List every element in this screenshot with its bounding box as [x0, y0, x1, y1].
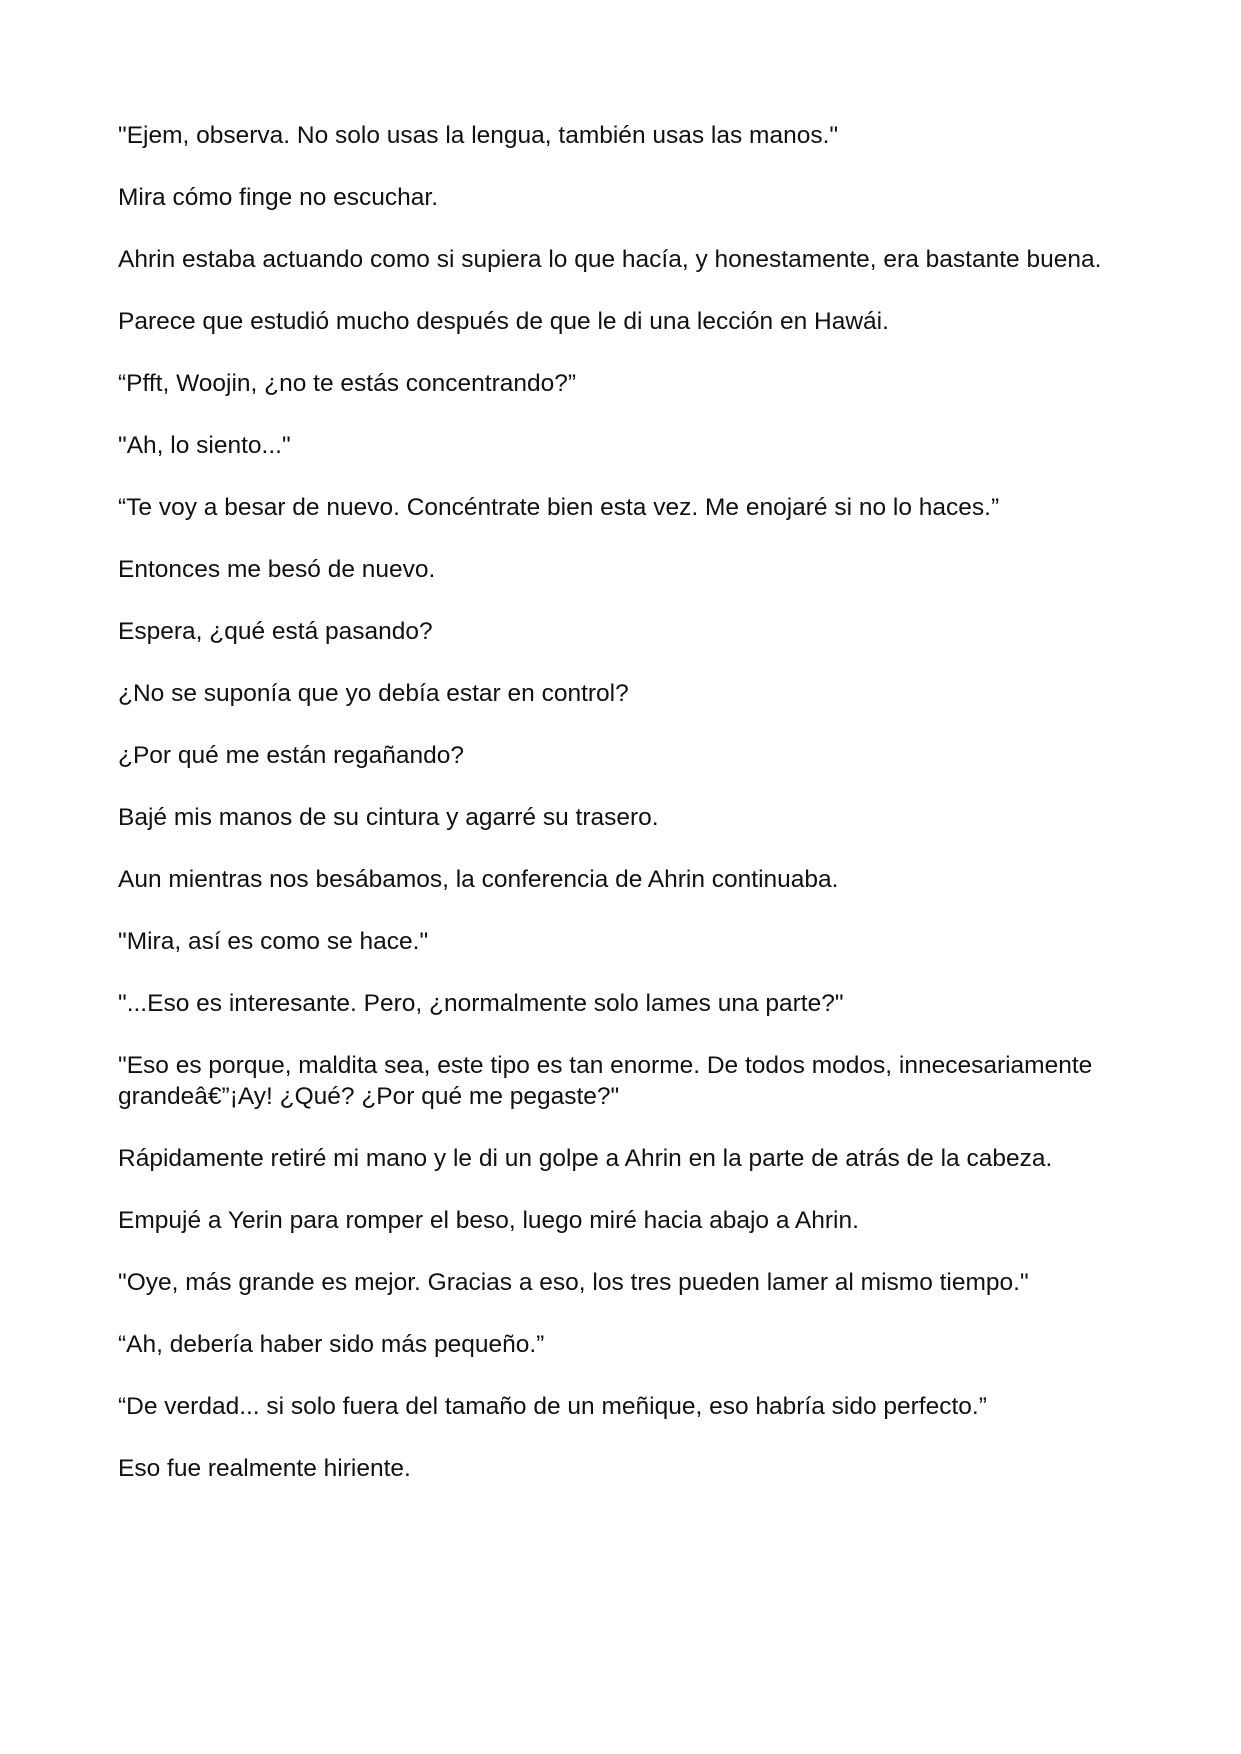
paragraph-13: Aun mientras nos besábamos, la conferencia de Ahrin continuaba.	[118, 866, 839, 893]
paragraph-5: “Pfft, Woojin, ¿no te estás concentrando?”	[118, 370, 577, 397]
paragraph-22: Eso fue realmente hiriente.	[118, 1455, 411, 1482]
paragraph-4: Parece que estudió mucho después de que le di una lección en Hawái.	[118, 308, 889, 335]
paragraph-6: "Ah, lo siento..."	[118, 432, 291, 459]
paragraph-9: Espera, ¿qué está pasando?	[118, 618, 433, 645]
paragraph-15: "...Eso es interesante. Pero, ¿normalmente solo lames una parte?"	[118, 990, 844, 1017]
paragraph-20: “Ah, debería haber sido más pequeño.”	[118, 1331, 545, 1358]
paragraph-18: Empujé a Yerin para romper el beso, luego miré hacia abajo a Ahrin.	[118, 1207, 859, 1234]
paragraph-3: Ahrin estaba actuando como si supiera lo que hacía, y honestamente, era bastante buena.	[118, 246, 1102, 273]
paragraph-11: ¿Por qué me están regañando?	[118, 742, 464, 769]
paragraph-19: "Oye, más grande es mejor. Gracias a eso, los tres pueden lamer al mismo tiempo."	[118, 1269, 1029, 1296]
paragraph-12: Bajé mis manos de su cintura y agarré su trasero.	[118, 804, 659, 831]
paragraph-1: "Ejem, observa. No solo usas la lengua, también usas las manos."	[118, 122, 839, 149]
paragraph-8: Entonces me besó de nuevo.	[118, 556, 436, 583]
paragraph-7: “Te voy a besar de nuevo. Concéntrate bien esta vez. Me enojaré si no lo haces.”	[118, 494, 1000, 521]
paragraph-16: "Eso es porque, maldita sea, este tipo es tan enorme. De todos modos, innecesariamente grandeâ€”¡Ay! ¿Qué? ¿Por qué me pegaste?"	[118, 1052, 1100, 1110]
paragraph-21: “De verdad... si solo fuera del tamaño de un meñique, eso habría sido perfecto.”	[118, 1393, 987, 1420]
paragraph-2: Mira cómo finge no escuchar.	[118, 184, 439, 211]
paragraph-10: ¿No se suponía que yo debía estar en control?	[118, 680, 629, 707]
paragraph-14: "Mira, así es como se hace."	[118, 928, 429, 955]
paragraph-17: Rápidamente retiré mi mano y le di un golpe a Ahrin en la parte de atrás de la cabeza.	[118, 1145, 1053, 1172]
